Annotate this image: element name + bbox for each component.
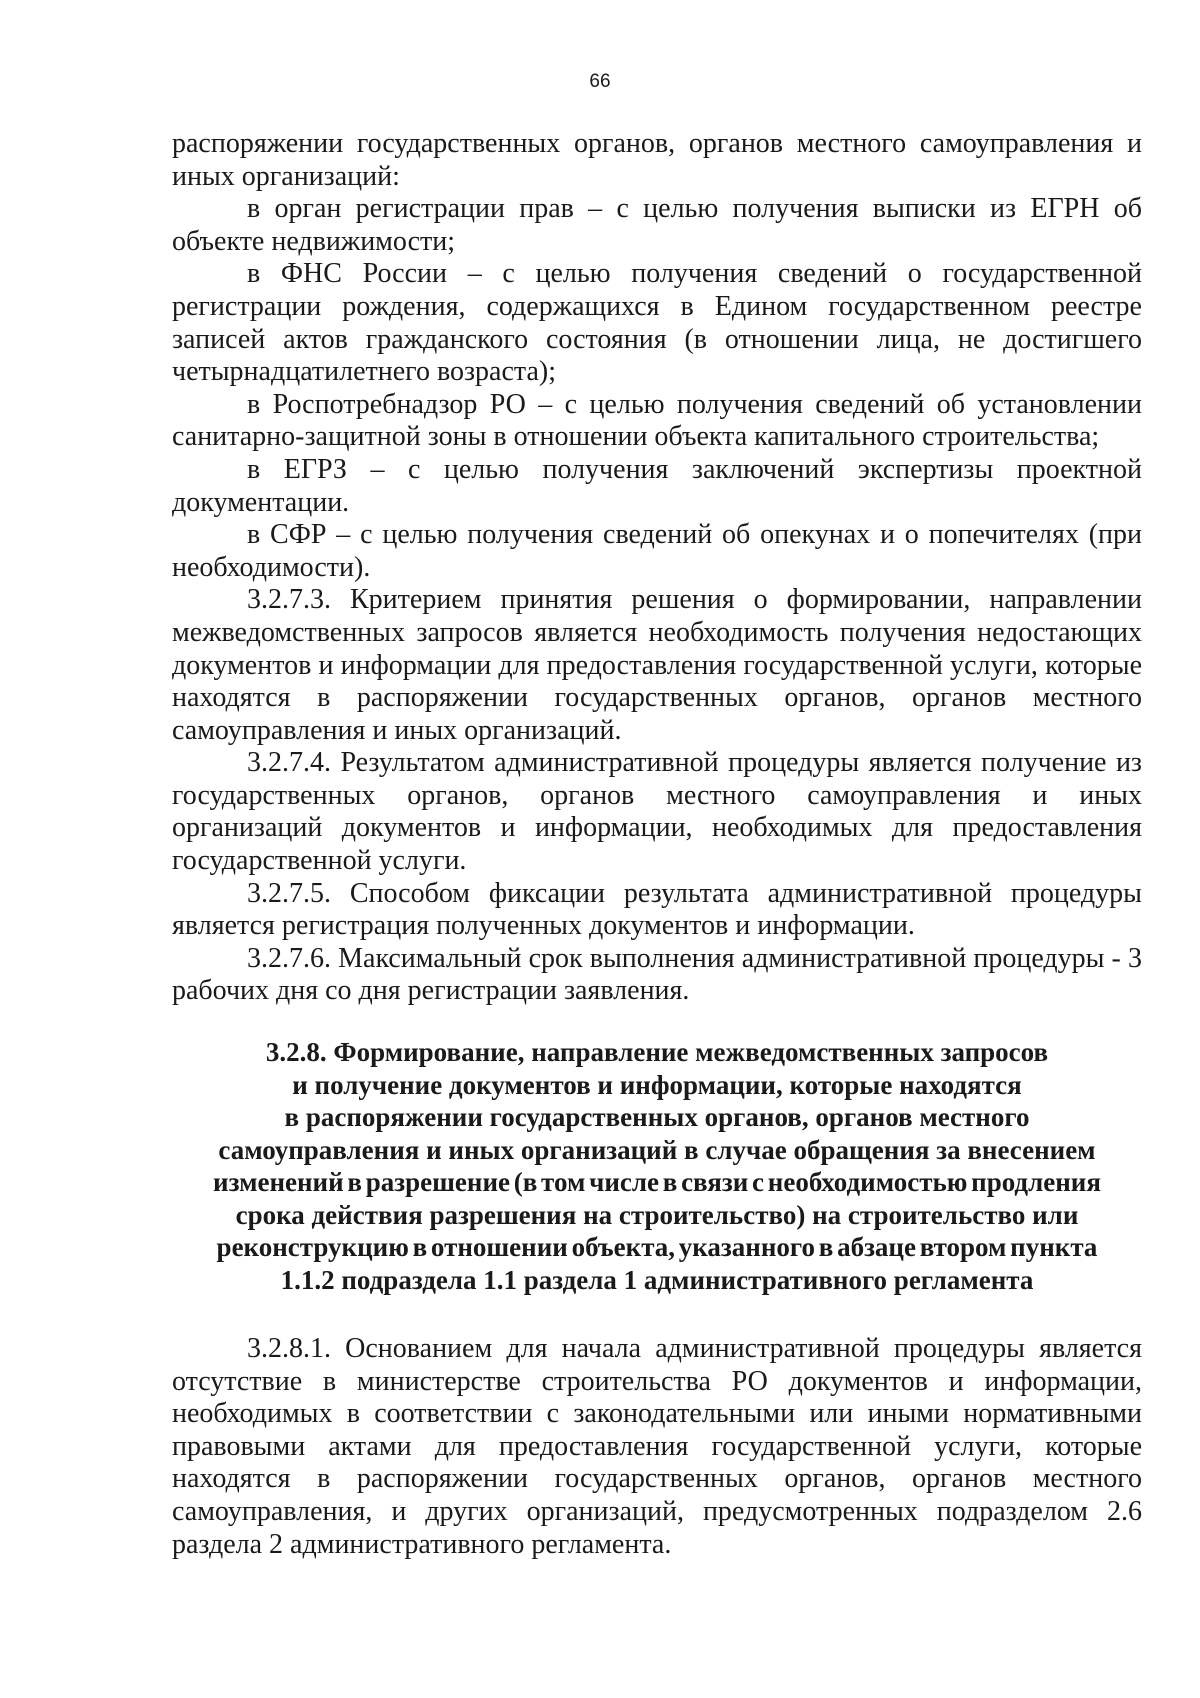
- paragraph: 3.2.7.5. Способом фиксации результата административной процедуры является регистрация полученных документов и информации.: [172, 877, 1142, 942]
- heading-line: 1.1.2 подраздела 1.1 раздела 1 административного регламента: [280, 1264, 1034, 1295]
- paragraph: 3.2.7.4. Результатом административной процедуры является получение из государственных органов, органов местного самоуправления и иных организаций документов и информации, необходимых для предоставления государственной услуги.: [172, 747, 1142, 877]
- heading-line: в распоряжении государственных органов, органов местного: [284, 1102, 1030, 1132]
- paragraph: в СФР – с целью получения сведений об опекунах и о попечителях (при необходимости).: [172, 519, 1142, 583]
- paragraph: распоряжении государственных органов, органов местного самоуправления и иных организаций:: [172, 128, 1142, 192]
- heading-line: изменений в разрешение (в том числе в связи с необходимостью продления: [213, 1167, 1101, 1197]
- paragraph: в ЕГРЗ – с целью получения заключений экспертизы проектной документации.: [172, 453, 1142, 518]
- paragraph: в ФНС России – с целью получения сведений о государственной регистрации рождения, содержащихся в Едином государственном реестре записей актов гражданского состояния (в отношении лица, не достигшего четырнадцатилетнего возраста);: [172, 258, 1142, 388]
- paragraph: 3.2.7.6. Максимальный срок выполнения административной процедуры - 3 рабочих дня со дня регистрации заявления.: [172, 942, 1142, 1007]
- body-text-lower: [172, 1333, 1142, 1561]
- paragraph: 3.2.8.1. Основанием для начала административной процедуры является отсутствие в министерстве строительства РО документов и информации, необходимых в соответствии с законодательными или иными нормативными правовыми актами для предоставления государственной услуги, которые находятся в распоряжении государственных органов, органов местного самоуправления, и других организаций, предусмотренных подразделом 2.6 раздела 2 административного регламента.: [172, 1333, 1142, 1560]
- heading-line: реконструкцию в отношении объекта, указанного в абзаце втором пункта: [216, 1232, 1098, 1262]
- heading-line: срока действия разрешения на строительство) на строительство или: [235, 1199, 1079, 1230]
- heading-line: самоуправления и иных организаций в случае обращения за внесением: [218, 1134, 1096, 1165]
- paragraph: в Роспотребнадзор РО – с целью получения сведений об установлении санитарно-защитной зоны в отношении объекта капитального строительства;: [172, 388, 1142, 453]
- paragraph: 3.2.7.3. Критерием принятия решения о формировании, направлении межведомственных запросов является необходимость получения недостающих документов и информации для предоставления государственной услуги, которые находятся в распоряжении государственных органов, органов местного самоуправления и иных организаций.: [172, 584, 1142, 746]
- paragraph: в орган регистрации прав – с целью получения выписки из ЕГРН об объекте недвижимости;: [172, 193, 1142, 257]
- body-text-upper: [172, 128, 1142, 1008]
- heading-line: 3.2.8. Формирование, направление межведомственных запросов: [265, 1037, 1049, 1067]
- heading-line: и получение документов и информации, которые находятся: [292, 1069, 1022, 1100]
- page-number: 66: [589, 71, 611, 92]
- section-heading: [172, 1036, 1142, 1296]
